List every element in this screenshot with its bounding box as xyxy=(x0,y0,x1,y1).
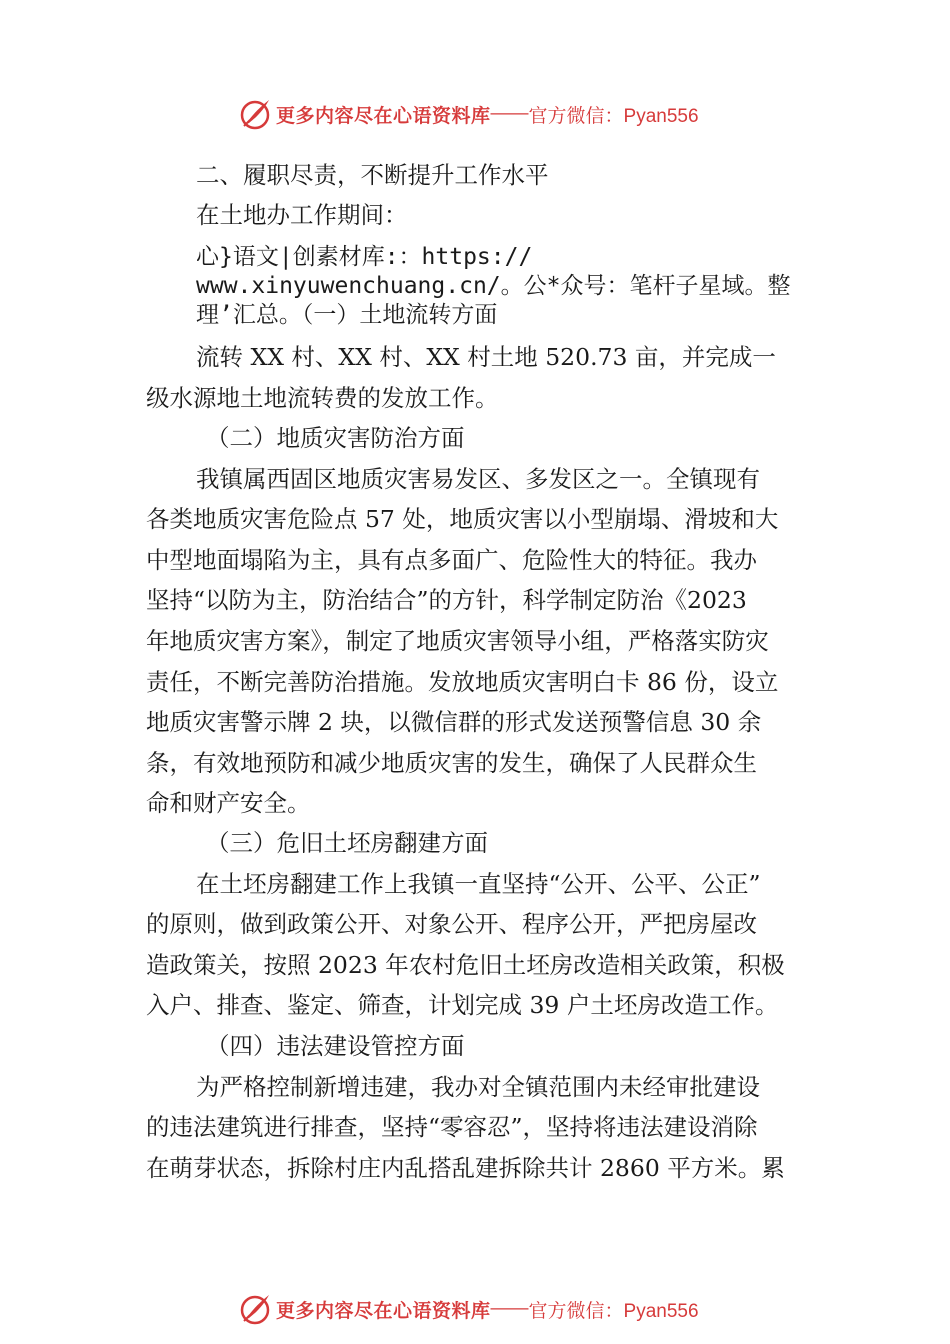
paragraph-line: 的违法建筑进行排查，坚持“零容忍”，坚持将违法建设消除 xyxy=(146,1113,758,1141)
watermark-dash: —— xyxy=(490,1298,529,1319)
watermark-wechat-text: 官方微信：Pyan556 xyxy=(528,105,699,127)
paragraph-line: 坚持“以防为主，防治结合”的方针，科学制定防治《2023 xyxy=(146,586,747,614)
watermark-main-text: 更多内容尽在心语资料库 xyxy=(276,104,491,127)
watermark-dash: —— xyxy=(490,103,529,124)
paragraph-line: 造政策关，按照 2023 年农村危旧土坯房改造相关政策，积极 xyxy=(146,951,785,979)
subsection-heading: （二）地质灾害防治方面 xyxy=(206,424,465,452)
section-heading: 二、履职尽责，不断提升工作水平 xyxy=(196,161,549,189)
watermark-main-text: 更多内容尽在心语资料库 xyxy=(276,1299,491,1322)
paragraph-line: 在土地办工作期间： xyxy=(196,201,408,229)
paragraph-line: 条，有效地预防和减少地质灾害的发生，确保了人民群众生 xyxy=(146,749,757,777)
paragraph-line: 责任，不断完善防治措施。发放地质灾害明白卡 86 份，设立 xyxy=(146,668,779,696)
paragraph-line: 我镇属西固区地质灾害易发区、多发区之一。全镇现有 xyxy=(196,465,760,493)
subsection-heading: （三）危旧土坯房翻建方面 xyxy=(206,829,488,857)
subsection-heading: （四）违法建设管控方面 xyxy=(206,1032,465,1060)
paragraph-line: www.xinyuwenchuang.cn/。公*众号：笔杆子星域。整 xyxy=(196,273,791,299)
paragraph-line: 心}语文|创素材库:：https:// xyxy=(196,244,533,270)
paragraph-line: 理’汇总。（一）土地流转方面 xyxy=(196,302,498,328)
watermark-wechat-text: 官方微信：Pyan556 xyxy=(528,1300,699,1322)
paragraph-line: 年地质灾害方案》，制定了地质灾害领导小组，严格落实防灾 xyxy=(146,627,769,655)
paragraph-line: 命和财产安全。 xyxy=(146,789,311,817)
paragraph-line: 在萌芽状态，拆除村庄内乱搭乱建拆除共计 2860 平方米。累 xyxy=(146,1154,785,1182)
paragraph-line: 的原则，做到政策公开、对象公开、程序公开，严把房屋改 xyxy=(146,910,757,938)
watermark-footer xyxy=(238,1291,738,1327)
feather-pen-logo-icon xyxy=(238,1292,272,1326)
paragraph-line: 入户、排查、鉴定、筛查，计划完成 39 户土坯房改造工作。 xyxy=(146,991,779,1019)
feather-pen-logo-icon xyxy=(238,97,272,131)
paragraph-line: 地质灾害警示牌 2 块，以微信群的形式发送预警信息 30 余 xyxy=(146,708,762,736)
paragraph-line: 为严格控制新增违建，我办对全镇范围内未经审批建设 xyxy=(196,1073,760,1101)
paragraph-line: 在土坯房翻建工作上我镇一直坚持“公开、公平、公正” xyxy=(196,870,761,898)
paragraph-line: 各类地质灾害危险点 57 处，地质灾害以小型崩塌、滑坡和大 xyxy=(146,505,779,533)
watermark-header xyxy=(238,96,738,132)
paragraph-line: 流转 XX 村、XX 村、XX 村土地 520.73 亩，并完成一 xyxy=(196,343,776,371)
paragraph-line: 中型地面塌陷为主，具有点多面广、危险性大的特征。我办 xyxy=(146,546,757,574)
paragraph-line: 级水源地土地流转费的发放工作。 xyxy=(146,384,499,412)
